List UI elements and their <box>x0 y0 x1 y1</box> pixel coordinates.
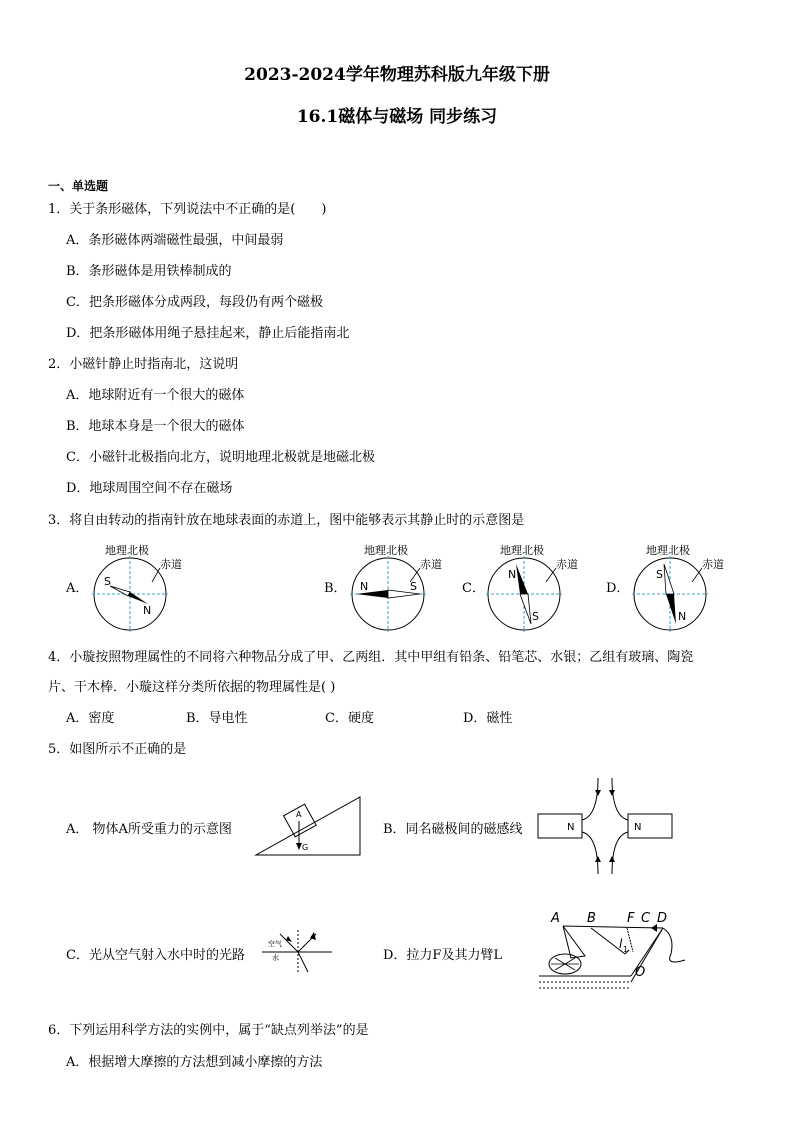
lever-f-label: F <box>627 911 635 926</box>
equator-label: 赤道 <box>160 558 182 571</box>
lever-d-label: D <box>657 911 668 926</box>
question-2-option-b[interactable]: B．地球本身是一个很大的磁体 <box>66 419 245 434</box>
lever-l-subscript: 1 <box>623 945 629 954</box>
question-4-option-d[interactable]: D．磁性 <box>463 711 513 726</box>
question-4-option-a[interactable]: A．密度 <box>66 711 115 726</box>
compass-figure-a[interactable] <box>88 538 208 638</box>
n-pole-label: N <box>360 580 369 593</box>
question-1-option-a[interactable]: A．条形磁体两端磁性最强，中间最弱 <box>66 233 284 248</box>
s-pole-label: S <box>410 580 417 593</box>
question-5-option-a[interactable]: A． 物体A所受重力的示意图 <box>66 822 232 837</box>
question-1-option-b[interactable]: B．条形磁体是用铁棒制成的 <box>66 264 232 279</box>
geo-north-label: 地理北极 <box>364 544 408 557</box>
equator-label: 赤道 <box>702 558 724 571</box>
incline-figure <box>254 795 364 860</box>
geo-north-label: 地理北极 <box>105 544 149 557</box>
page-title: 2023-2024学年物理苏科版九年级下册 <box>244 65 550 85</box>
lever-o-label: O <box>635 965 646 980</box>
question-6-option-a[interactable]: A．根据增大摩擦的方法想到减小摩擦的方法 <box>66 1055 323 1070</box>
question-3-option-d-label[interactable]: D． <box>606 581 630 596</box>
question-1-option-d[interactable]: D．把条形磁体用绳子悬挂起来，静止后能指南北 <box>66 326 350 341</box>
gravity-g-label: G <box>302 843 309 852</box>
question-3-option-c-label[interactable]: C． <box>462 581 485 596</box>
equator-label: 赤道 <box>556 558 578 571</box>
question-4-option-b[interactable]: B．导电性 <box>186 711 248 726</box>
question-2-option-d[interactable]: D．地球周围空间不存在磁场 <box>66 481 233 496</box>
question-5-option-d[interactable]: D．拉力F及其力臂L <box>383 948 503 963</box>
equator-label: 赤道 <box>420 558 442 571</box>
question-4-stem-line2: 片、干木棒．小璇这样分类所依据的物理属性是( ) <box>48 680 336 695</box>
s-pole-label: S <box>532 610 539 623</box>
n-pole-label: N <box>508 568 517 581</box>
compass-figure-b[interactable] <box>344 538 454 638</box>
compass-figure-c[interactable] <box>484 538 594 638</box>
compass-figure-d[interactable] <box>628 538 738 638</box>
question-6-stem: 6．下列运用科学方法的实例中，属于“缺点列举法”的是 <box>48 1023 369 1038</box>
question-5-stem: 5．如图所示不正确的是 <box>48 742 187 757</box>
question-4-stem-line1: 4．小璇按照物理属性的不同将六种物品分成了甲、乙两组．其中甲组有铅条、铅笔芯、水银；乙组有玻璃、陶瓷 <box>48 650 694 665</box>
air-label: 空气 <box>268 940 282 948</box>
magnet-left-n-label: N <box>567 822 575 833</box>
n-pole-label: N <box>678 610 687 623</box>
section-heading: 一、单选题 <box>48 179 109 193</box>
question-5-option-c[interactable]: C．光从空气射入水中时的光路 <box>66 948 245 963</box>
question-2-option-c[interactable]: C．小磁针北极指向北方，说明地理北极就是地磁北极 <box>66 450 375 465</box>
block-a-label: A <box>296 810 302 819</box>
question-5-option-b[interactable]: B．同名磁极间的磁感线 <box>383 822 523 837</box>
lever-a-label: A <box>551 911 560 926</box>
question-2-stem: 2．小磁针静止时指南北，这说明 <box>48 357 239 372</box>
question-3-option-b-label[interactable]: B． <box>324 581 347 596</box>
question-4-option-c[interactable]: C．硬度 <box>325 711 374 726</box>
question-2-option-a[interactable]: A．地球附近有一个很大的磁体 <box>66 388 245 403</box>
magnet-right-n-label: N <box>634 822 642 833</box>
question-3-option-a-label[interactable]: A． <box>66 581 89 596</box>
question-3-stem: 3．将自由转动的指南针放在地球表面的赤道上，图中能够表示其静止时的示意图是 <box>48 513 525 528</box>
s-pole-label: S <box>104 575 111 588</box>
geo-north-label: 地理北极 <box>500 544 544 557</box>
geo-north-label: 地理北极 <box>646 544 690 557</box>
question-1-option-c[interactable]: C．把条形磁体分成两段，每段仍有两个磁极 <box>66 295 323 310</box>
magnet-field-figure <box>536 776 676 876</box>
page-subtitle: 16.1磁体与磁场 同步练习 <box>296 107 498 127</box>
s-pole-label: S <box>656 568 663 581</box>
lever-b-label: B <box>587 911 596 926</box>
lever-c-label: C <box>641 911 651 926</box>
water-label: 水 <box>272 954 279 962</box>
lever-l-label: l <box>619 937 623 951</box>
n-pole-label: N <box>143 604 152 617</box>
question-1-stem: 1．关于条形磁体，下列说法中不正确的是( ) <box>48 202 327 217</box>
refraction-figure <box>262 928 332 976</box>
lever-figure <box>535 906 695 1002</box>
